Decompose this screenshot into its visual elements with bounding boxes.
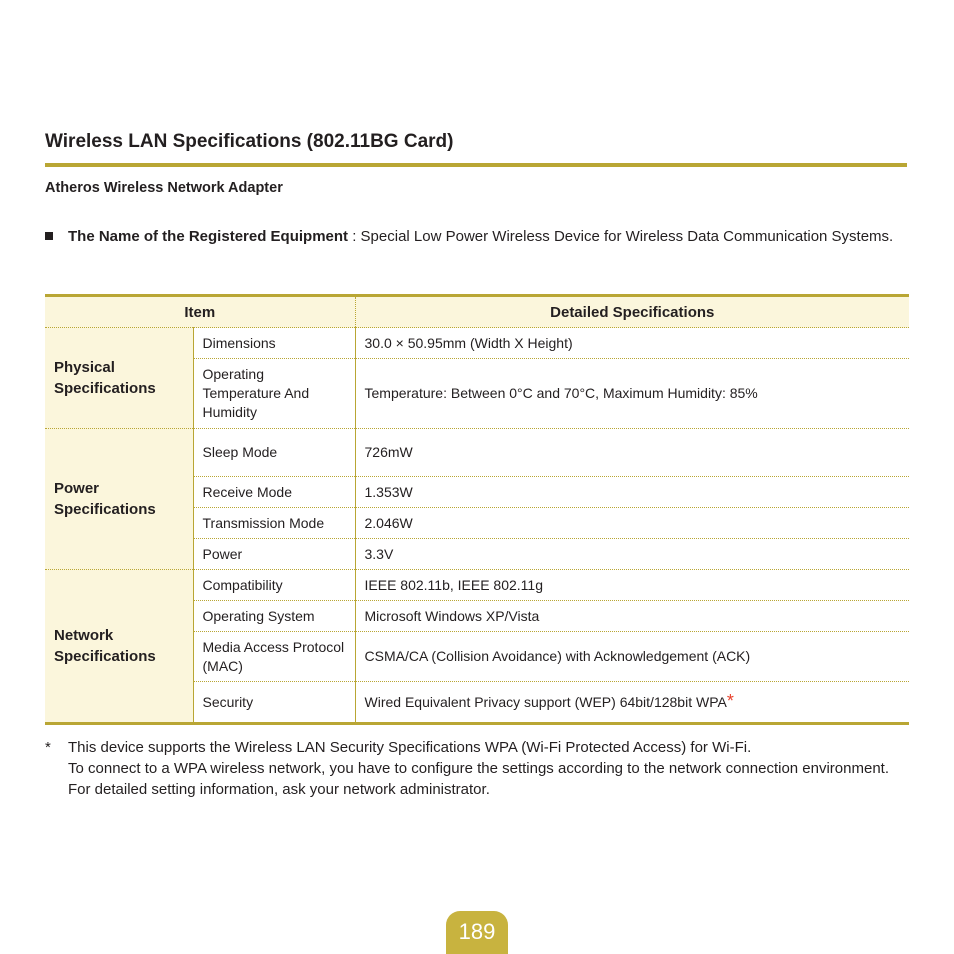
spec-value-cell (355, 682, 909, 724)
spec-value-cell (355, 632, 909, 682)
item-name-cell: Dimensions (193, 328, 355, 359)
category-cell: Network Specifications (45, 570, 193, 724)
registered-equipment-note (45, 226, 895, 247)
spec-value-text: 726mW (364, 444, 413, 460)
table-header-row (45, 296, 909, 328)
category-cell: Physical Specifications (45, 328, 193, 429)
item-name-cell: Media Access Protocol (MAC) (193, 632, 355, 682)
table-row (45, 328, 909, 359)
item-name-cell: Operating Temperature And Humidity (193, 359, 355, 429)
item-name-cell: Transmission Mode (193, 508, 355, 539)
category-cell: Power Specifications (45, 429, 193, 570)
item-name-cell: Security (193, 682, 355, 724)
footnote (45, 737, 905, 800)
spec-value-text: CSMA/CA (Collision Avoidance) with Acknowledgement (ACK) (364, 648, 751, 664)
spec-value-text: Temperature: Between 0°C and 70°C, Maximum Humidity: 85% (364, 385, 758, 401)
table-row (45, 429, 909, 477)
bullet-text (68, 226, 895, 247)
spec-value-cell (355, 477, 909, 508)
spec-value-cell (355, 601, 909, 632)
spec-value-text: Wired Equivalent Privacy support (WEP) 64bit/128bit WPA (364, 694, 727, 710)
spec-value-text: 30.0 × 50.95mm (Width X Height) (364, 334, 573, 351)
item-name-cell: Compatibility (193, 570, 355, 601)
table-body (45, 328, 909, 724)
item-name-cell: Receive Mode (193, 477, 355, 508)
page-title: Wireless LAN Specifications (802.11BG Card) (45, 131, 454, 152)
column-header-item: Item (45, 296, 355, 328)
section-subtitle: Atheros Wireless Network Adapter (45, 180, 283, 196)
item-name-cell: Sleep Mode (193, 429, 355, 477)
spec-value-text: 3.3V (364, 545, 394, 562)
spec-value-text: Microsoft Windows XP/Vista (364, 607, 540, 624)
spec-value-cell (355, 539, 909, 570)
spec-value-cell (355, 570, 909, 601)
bullet-label: The Name of the Registered Equipment (68, 228, 349, 245)
spec-value-text: 1.353W (364, 483, 413, 500)
bullet-description: : Special Low Power Wireless Device for Wireless Data Communication Systems. (348, 228, 894, 245)
footnote-body (68, 737, 905, 800)
title-divider (45, 163, 907, 167)
specifications-table (45, 294, 909, 725)
column-header-spec: Detailed Specifications (355, 296, 909, 328)
spec-value-cell (355, 508, 909, 539)
table-row (45, 570, 909, 601)
footnote-reference-mark: * (726, 691, 734, 711)
spec-value-cell (355, 359, 909, 429)
spec-value-cell (355, 429, 909, 477)
spec-value-text: IEEE 802.11b, IEEE 802.11g (364, 576, 543, 593)
square-bullet-icon (45, 232, 53, 240)
page-number: 189 (458, 919, 496, 944)
item-name-cell: Power (193, 539, 355, 570)
spec-value-text: 2.046W (364, 514, 413, 531)
item-name-cell: Operating System (193, 601, 355, 632)
footnote-line-1: This device supports the Wireless LAN Security Specifications WPA (Wi-Fi Protected Access) for Wi-Fi. (68, 739, 752, 756)
spec-value-cell (355, 328, 909, 359)
footnote-line-2: To connect to a WPA wireless network, you have to configure the settings according to the network connection environment. For detailed setting information, ask your network administrator. (68, 760, 890, 798)
footnote-asterisk: * (45, 739, 51, 756)
